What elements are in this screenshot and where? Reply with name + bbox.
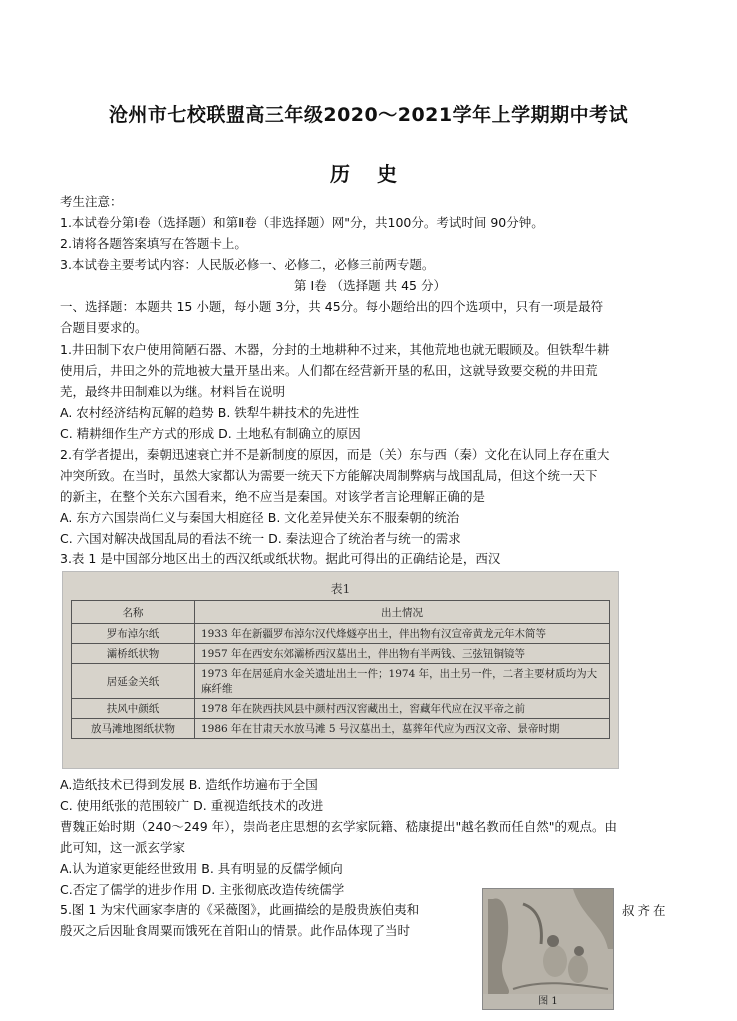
q1-stem: 使用后，井田之外的荒地被大量开垦出来。人们都在经营新开垦的私田，这就导致要交税的井田荒 xyxy=(60,363,598,378)
notes-heading: 考生注意： xyxy=(60,194,123,209)
subject-title: 历 史 xyxy=(330,162,407,186)
q3-table-photo xyxy=(62,571,619,769)
table-cell-name: 居延金关纸 xyxy=(72,664,195,699)
q1-stem: 芜，最终井田制难以为继。材料旨在说明 xyxy=(60,384,286,399)
table-cell-name: 扶风中颜纸 xyxy=(72,699,195,719)
table-cell-detail: 1933 年在新疆罗布淖尔汉代烽燧亭出土，伴出物有汉宣帝黄龙元年木简等 xyxy=(195,624,610,644)
exam-title: 沧州市七校联盟高三年级2020～2021学年上学期期中考试 xyxy=(108,104,629,126)
table-cell-name: 灞桥纸状物 xyxy=(72,644,195,664)
table-cell-name: 放马滩地图纸状物 xyxy=(72,719,195,739)
figure-caption: 图 1 xyxy=(538,996,558,1007)
q1-option: A. 农村经济结构瓦解的趋势 B. 铁犁牛耕技术的先进性 xyxy=(60,405,360,420)
table-cell-name: 罗布淖尔纸 xyxy=(72,624,195,644)
q2-stem: 2.有学者提出，秦朝迅速衰亡并不是新制度的原因，而是（关）东与西（秦）文化在认同上存在重大 xyxy=(60,447,610,462)
table-row xyxy=(72,699,610,719)
note-item: 2.请将各题答案填写在答题卡上。 xyxy=(60,236,247,251)
table-header: 名称 xyxy=(72,601,195,624)
table-row xyxy=(72,664,610,699)
excavation-table xyxy=(71,600,610,739)
q4-option: C.否定了儒学的进步作用 D. 主张彻底改造传统儒学 xyxy=(60,882,345,897)
q2-option: A. 东方六国崇尚仁义与秦国大相庭径 B. 文化差异使关东不服秦朝的统治 xyxy=(60,510,460,525)
table-row xyxy=(72,624,610,644)
q5-stem-right: 叔齐在 xyxy=(622,903,669,918)
q4-stem: 曹魏正始时期（240～249 年），崇尚老庄思想的玄学家阮籍、嵇康提出"越名教而任自然"的观点。由 xyxy=(60,819,617,834)
section-title: 第 Ⅰ卷 （选择题 共 45 分） xyxy=(294,278,446,293)
painting-figure xyxy=(482,888,614,1010)
section-intro: 一、选择题：本题共 15 小题，每小题 3分，共 45分。每小题给出的四个选项中，只有一项是最符 xyxy=(60,299,604,314)
note-item: 3.本试卷主要考试内容：人民版必修一、必修二，必修三前两专题。 xyxy=(60,257,435,272)
q2-option: C. 六国对解决战国乱局的看法不统一 D. 秦法迎合了统治者与统一的需求 xyxy=(60,531,461,546)
q1-stem: 1.井田制下农户使用简陋石器、木器，分封的土地耕种不过来，其他荒地也就无暇顾及。但铁犁牛耕 xyxy=(60,342,610,357)
section-intro: 合题目要求的。 xyxy=(60,320,148,335)
note-item: 1.本试卷分第Ⅰ卷（选择题）和第Ⅱ卷（非选择题）网"分，共100分。考试时间 90分钟。 xyxy=(60,215,544,230)
q3-stem: 3.表 1 是中国部分地区出土的西汉纸或纸状物。据此可得出的正确结论是，西汉 xyxy=(60,551,501,566)
q3-option: C. 使用纸张的范围较广 D. 重视造纸技术的改进 xyxy=(60,798,324,813)
table-row xyxy=(72,644,610,664)
painting-image xyxy=(483,889,613,1009)
q2-stem: 冲突所致。在当时，虽然大家都认为需要一统天下方能解决周制弊病与战国乱局，但这个统一天下 xyxy=(60,468,598,483)
table-cell-detail: 1973 年在居延肩水金关遗址出土一件；1974 年，出土另一件，二者主要材质均为大麻纤维 xyxy=(195,664,610,699)
table-cell-detail: 1986 年在甘肃天水放马滩 5 号汉墓出土，墓葬年代应为西汉文帝、景帝时期 xyxy=(195,719,610,739)
table-caption: 表1 xyxy=(330,582,351,596)
q5-stem: 5.图 1 为宋代画家李唐的《采薇图》，此画描绘的是殷贵族伯夷和 xyxy=(60,902,420,917)
q5-stem: 殷灭之后因耻食周粟而饿死在首阳山的情景。此作品体现了当时 xyxy=(60,923,411,938)
table-cell-detail: 1957 年在西安东郊灞桥西汉墓出土，伴出物有半两钱、三弦钮铜镜等 xyxy=(195,644,610,664)
q2-stem: 的新主，在整个关东六国看来，绝不应当是秦国。对该学者言论理解正确的是 xyxy=(60,489,486,504)
q3-option: A.造纸技术已得到发展 B. 造纸作坊遍布于全国 xyxy=(60,777,318,792)
table-cell-detail: 1978 年在陕西扶风县中颜村西汉窖藏出土，窖藏年代应在汉平帝之前 xyxy=(195,699,610,719)
q1-option: C. 精耕细作生产方式的形成 D. 土地私有制确立的原因 xyxy=(60,426,361,441)
table-header: 出土情况 xyxy=(195,601,610,624)
q4-option: A.认为道家更能经世致用 B. 具有明显的反儒学倾向 xyxy=(60,861,343,876)
q4-stem: 此可知，这一派玄学家 xyxy=(60,840,186,855)
table-row xyxy=(72,719,610,739)
